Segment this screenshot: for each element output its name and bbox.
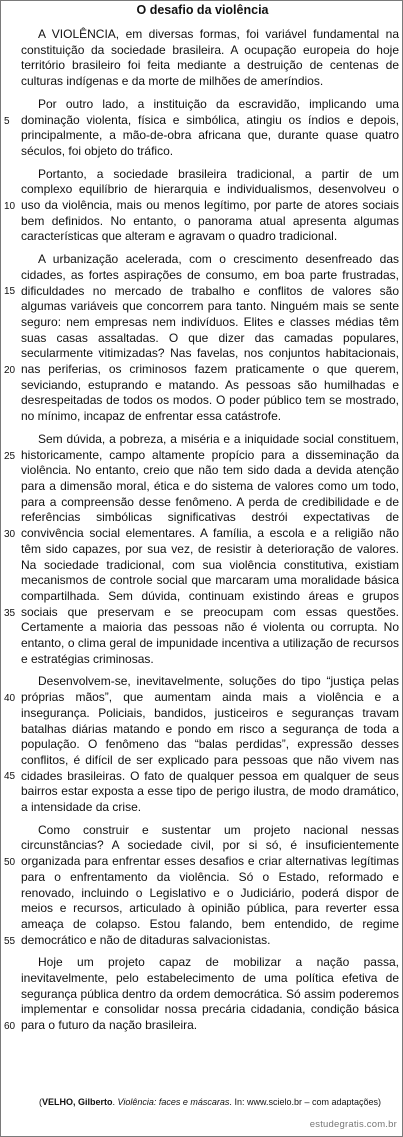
line-number: 10 <box>4 201 16 213</box>
article-body <box>4 27 399 1041</box>
line-number: 50 <box>4 857 16 869</box>
line-number: 40 <box>4 692 16 704</box>
paragraph-4: A urbanização acelerada, com o crescimento desenfreado das cidades, as fortes aspirações de consumo, em boa parte frustradas, dificuldades no mercado de trabalho e conflitos de valores são algumas variáveis que concorrem para tanto. Ninguém mais se sente seguro: nem empresas nem indivíduos. Elites e classes médias têm suas casas assaltadas. O que dizer das camadas populares, secularmente vitimizadas? Nas favelas, nos conjuntos habitacionais, nas periferias, os criminosos fazem praticamente o que querem, seviciando, estuprando e matando. As pessoas são humilhadas e desrespeitadas de todos os modos. O poder público tem se mostrado, no mínimo, incapaz de enfrentar essa catástrofe. <box>21 252 399 424</box>
source-work: Violência: faces e máscaras <box>117 1097 230 1107</box>
site-watermark: estudegratis.com.br <box>309 1119 397 1130</box>
line-number: 55 <box>4 935 16 947</box>
source-author: VELHO, Gilberto <box>42 1097 113 1107</box>
document-title: O desafio da violência <box>136 3 269 17</box>
source-rest: In: www.scielo.br – com adaptações <box>234 1097 379 1107</box>
line-number: 60 <box>4 1020 16 1032</box>
paragraph-2: Por outro lado, a instituição da escravidão, implicando uma dominação violenta, física e simbólica, atingiu os índios e depois, principalmente, a mão-de-obra africana que, durante quase quatro séculos, foi objeto do tráfico. <box>21 96 399 158</box>
line-number: 45 <box>4 771 16 783</box>
paragraph-8: Hoje um projeto capaz de mobilizar a nação passa, inevitavelmente, pelo estabelecimento de uma política efetiva de segurança pública dentro da ordem democrática. Só assim poderemos implementar e consolidar nossa precária cidadania, condição básica para o futuro da nação brasileira. <box>21 955 399 1033</box>
line-number: 5 <box>4 115 10 127</box>
line-number: 25 <box>4 450 16 462</box>
source-citation: (VELHO, Gilberto. Violência: faces e máscaras. In: www.scielo.br – com adaptações) <box>39 1097 382 1107</box>
paragraph-3: Portanto, a sociedade brasileira tradicional, a partir de um complexo equilíbrio de hierarquia e individualismos, desenvolveu o uso da violência, mais ou menos legítimo, por parte de atores sociais bem definidos. No entanto, o panorama atual apresenta algumas características que alteram e agravam o quadro tradicional. <box>21 166 399 244</box>
line-number: 20 <box>4 364 16 376</box>
line-number: 15 <box>4 286 16 298</box>
paragraph-5: Sem dúvida, a pobreza, a miséria e a iniquidade social constituem, historicamente, campo altamente propício para a disseminação da violência. No entanto, creio que não tem sido dada a devida atenção para a dimensão moral, ética e do sistema de valores como um todo, para a compreensão desse fenômeno. A perda de credibilidade e de referências simbólicas significativas destrói expectativas de convivência social elementares. A família, a escola e a religião não têm sido capazes, por sua vez, de resistir à deterioração de valores. Na sociedade tradicional, com sua violência constitutiva, existiam mecanismos de controle social que marcaram uma moralidade básica compartilhada. Sem dúvida, continuam existindo áreas e grupos sociais que preservam e se preocupam com essas questões. Certamente a maioria das pessoas não é violenta ou corrupta. No entanto, o clima geral de impunidade incentiva a utilização de recursos e estratégias criminosas. <box>21 431 399 666</box>
line-number: 35 <box>4 607 16 619</box>
paragraph-7: Como construir e sustentar um projeto nacional nessas circunstâncias? A sociedade civil, por si só, é insuficientemente organizada para enfrentar esses desafios e criar alternativas legítimas para o enfrentamento da violência. Só o Estado, reformado e renovado, incluindo o Legislativo e o Judiciário, poderá dispor de meios e recursos, articulado à opinião pública, para reverter essa ameaça de colapso. Estou falando, bem entendido, de regime democrático e não de ditaduras salvacionistas. <box>21 822 399 947</box>
paragraph-6: Desenvolvem-se, inevitavelmente, soluções do tipo “justiça pelas próprias mãos”, que aumentam ainda mais a violência e a insegurança. Policiais, bandidos, justiceiros e seguranças travam batalhas diárias matando e pondo em risco a segurança de toda a população. O fenômeno das “balas perdidas”, expressão desses conflitos, é difícil de ser explicado para pessoas que não vivem nas cidades brasileiras. O fato de qualquer pessoa em qualquer de seus bairros estar exposta a esse tipo de perigo ilustra, de modo dramático, a intensidade da crise. <box>21 674 399 815</box>
line-number: 30 <box>4 529 16 541</box>
paragraph-1: A VIOLÊNCIA, em diversas formas, foi variável fundamental na constituição da sociedade brasileira. A ocupação europeia do hoje território brasileiro foi feita mediante a destruição de centenas de culturas indígenas e da morte de milhões de ameríndios. <box>21 27 399 89</box>
